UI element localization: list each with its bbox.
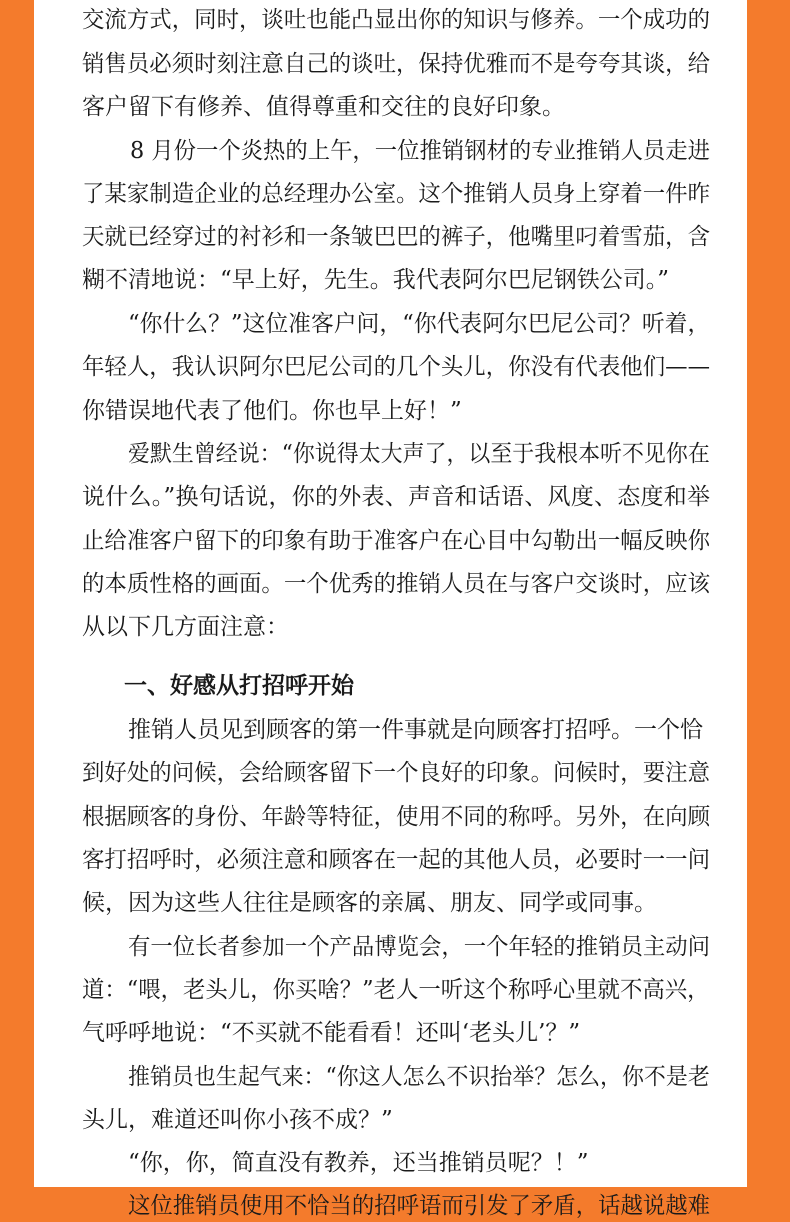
section-heading: 一、好感从打招呼开始: [124, 673, 354, 699]
document-page: [34, 0, 747, 1219]
text-line: 爱默生曾经说：“你说得太大声了，以至于我根本听不见你在: [128, 441, 710, 467]
text-line: 从以下几方面注意：: [82, 614, 289, 640]
text-line: 客打招呼时，必须注意和顾客在一起的其他人员，必要时一一问: [82, 847, 710, 873]
text-line: 止给准客户留下的印象有助于准客户在心目中勾勒出一幅反映你: [82, 528, 710, 554]
text-line: 的本质性格的画面。一个优秀的推销人员在与客户交谈时，应该: [82, 571, 710, 597]
text-line: 了某家制造企业的总经理办公室。这个推销人员身上穿着一件昨: [82, 181, 710, 207]
text-line: 你错误地代表了他们。你也早上好！”: [82, 398, 462, 424]
text-line: 有一位长者参加一个产品博览会，一个年轻的推销员主动问: [128, 934, 710, 960]
text-line: “你，你，简直没有教养，还当推销员呢？！”: [128, 1150, 589, 1176]
text-line: 8 月份一个炎热的上午，一位推销钢材的专业推销人员走进: [130, 138, 710, 164]
text-line: 客户留下有修养、值得尊重和交往的良好印象。: [82, 94, 565, 120]
text-line: 道：“喂，老头儿，你买啥？”老人一听这个称呼心里就不高兴，: [82, 977, 710, 1003]
text-line: 到好处的问候，会给顾客留下一个良好的印象。问候时，要注意: [82, 760, 710, 786]
text-line: 销售员必须时刻注意自己的谈吐，保持优雅而不是夸夸其谈，给: [82, 51, 710, 77]
text-line: 天就已经穿过的衬衫和一条皱巴巴的裤子，他嘴里叼着雪茄，含: [82, 224, 710, 250]
text-line: 推销员也生起气来：“你这人怎么不识抬举？怎么，你不是老: [128, 1064, 710, 1090]
text-line: “你什么？”这位准客户问，“你代表阿尔巴尼公司？听着，: [128, 311, 711, 337]
text-line: 年轻人，我认识阿尔巴尼公司的几个头儿，你没有代表他们——: [82, 354, 710, 380]
text-line: 候，因为这些人往往是顾客的亲属、朋友、同学或同事。: [82, 890, 657, 916]
text-line: 推销人员见到顾客的第一件事就是向顾客打招呼。一个恰: [128, 717, 703, 743]
text-line: 交流方式，同时，谈吐也能凸显出你的知识与修养。一个成功的: [82, 7, 710, 33]
text-line: 这位推销员使用不恰当的招呼语而引发了矛盾，话越说越难: [128, 1193, 710, 1219]
text-line: 头儿，难道还叫你小孩不成？”: [82, 1107, 393, 1133]
text-line: 根据顾客的身份、年龄等特征，使用不同的称呼。另外，在向顾: [82, 804, 710, 830]
text-line: 说什么。”换句话说，你的外表、声音和话语、风度、态度和举: [82, 484, 710, 510]
text-line: 糊不清地说：“早上好，先生。我代表阿尔巴尼钢铁公司。”: [82, 267, 670, 293]
text-line: 气呼呼地说：“不买就不能看看！还叫‘老头儿’？”: [82, 1020, 581, 1046]
